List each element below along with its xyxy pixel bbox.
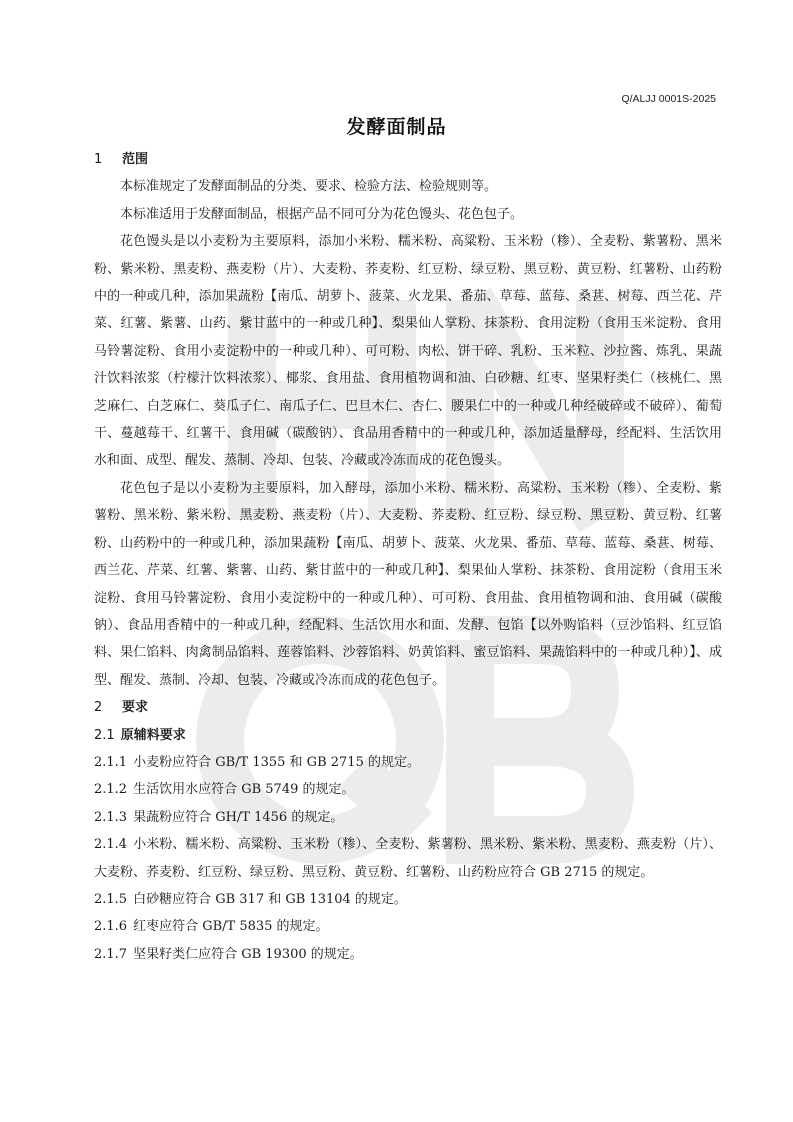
clause-number: 2.1.7: [94, 946, 128, 962]
clause-item: [94, 886, 722, 913]
clause-number: 2.1.3: [94, 809, 128, 825]
clause-item: [94, 749, 722, 776]
section-title: 要求: [122, 700, 149, 716]
clause-item: [94, 831, 722, 886]
clause-text: 果蔬粉应符合 GH/T 1456 的规定。: [133, 809, 344, 825]
scope-paragraph-1: 本标准规定了发酵面制品的分类、要求、检验方法、检验规则等。: [120, 179, 498, 195]
standard-code: Q/ALJJ 0001S-2025: [621, 93, 716, 105]
clause-text: 小麦粉应符合 GB/T 1355 和 GB 2715 的规定。: [133, 754, 420, 770]
section-requirements-heading: [94, 694, 722, 721]
subsection-number: 2.1: [94, 727, 115, 743]
document-title: 发酵面制品: [346, 116, 447, 138]
clause-item: [94, 776, 722, 803]
subsection-raw-materials-heading: [94, 722, 722, 749]
clause-text: 白砂糖应符合 GB 317 和 GB 13104 的规定。: [133, 891, 407, 907]
scope-paragraph-2: 本标准适用于发酵面制品，根据产品不同可分为花色馒头、花色包子。: [120, 206, 524, 222]
subsection-title: 原辅料要求: [120, 727, 186, 743]
scope-paragraph-baozi: 花色包子是以小麦粉为主要原料，加入酵母，添加小米粉、糯米粉、高粱粉、玉米粉（糁）、全麦粉、紫薯粉、黑米粉、紫米粉、黑麦粉、燕麦粉（片）、大麦粉、荞麦粉、红豆粉、绿豆粉、黑豆粉、黄豆粉、红薯粉、山药粉中的一种或几种，添加果蔬粉【南瓜、胡萝卜、菠菜、火龙果、番茄、草莓、蓝莓、桑葚、树莓、西兰花、芹菜、红薯、紫薯、山药、紫甘蓝中的一种或几种】、梨果仙人掌粉、抹茶粉、食用淀粉（食用玉米淀粉、食用马铃薯淀粉、食用小麦淀粉中的一种或几种）、可可粉、食用盐、食用植物调和油、食用碱（碳酸钠）、食品用香精中的一种或几种，经配料、生活饮用水和面、发酵、包馅【以外购馅料（豆沙馅料、红豆馅料、果仁馅料、肉禽制品馅料、莲蓉馅料、沙蓉馅料、奶黄馅料、蜜豆馅料、果蔬馅料中的一种或几种）】、成型、醒发、蒸制、冷却、包装、冷藏或冷冻而成的花色包子。: [94, 480, 722, 688]
clause-text: 坚果籽类仁应符合 GB 19300 的规定。: [133, 946, 363, 962]
clause-number: 2.1.2: [94, 782, 128, 798]
clause-text: 生活饮用水应符合 GB 5749 的规定。: [133, 782, 355, 798]
document-body: [94, 146, 722, 968]
clause-item: [94, 804, 722, 831]
section-number: 1: [94, 152, 103, 167]
clause-number: 2.1.4: [94, 837, 128, 853]
section-number: 2: [94, 700, 103, 716]
clause-number: 2.1.6: [94, 919, 128, 935]
clause-item: [94, 913, 722, 940]
clause-number: 2.1.1: [94, 754, 128, 770]
clause-number: 2.1.5: [94, 891, 128, 907]
section-scope-heading: [94, 146, 722, 173]
clause-text: 小米粉、糯米粉、高粱粉、玉米粉（糁）、全麦粉、紫薯粉、黑米粉、紫米粉、黑麦粉、燕麦粉（片）、大麦粉、荞麦粉、红豆粉、绿豆粉、黑豆粉、黄豆粉、红薯粉、山药粉应符合 GB 2715 的规定。: [94, 837, 722, 880]
scope-paragraph-mantou: 花色馒头是以小麦粉为主要原料，添加小米粉、糯米粉、高粱粉、玉米粉（糁）、全麦粉、紫薯粉、黑米粉、紫米粉、黑麦粉、燕麦粉（片）、大麦粉、荞麦粉、红豆粉、绿豆粉、黑豆粉、黄豆粉、红薯粉、山药粉中的一种或几种，添加果蔬粉【南瓜、胡萝卜、菠菜、火龙果、番茄、草莓、蓝莓、桑葚、树莓、西兰花、芹菜、红薯、紫薯、山药、紫甘蓝中的一种或几种】、梨果仙人掌粉、抹茶粉、食用淀粉（食用玉米淀粉、食用马铃薯淀粉、食用小麦淀粉中的一种或几种）、可可粉、肉松、饼干碎、乳粉、玉米粒、沙拉酱、炼乳、果蔬汁饮料浓浆（柠檬汁饮料浓浆）、椰浆、食用盐、食用植物调和油、白砂糖、红枣、坚果籽类仁（核桃仁、黑芝麻仁、白芝麻仁、葵瓜子仁、南瓜子仁、巴旦木仁、杏仁、腰果仁中的一种或几种经破碎或不破碎）、葡萄干、蔓越莓干、红薯干、食用碱（碳酸钠）、食品用香精中的一种或几种，添加适量酵母，经配料、生活饮用水和面、成型、醒发、蒸制、冷却、包装、冷藏或冷冻而成的花色馒头。: [94, 234, 722, 469]
section-title: 范围: [122, 152, 149, 167]
clause-item: [94, 941, 722, 968]
clause-text: 红枣应符合 GB/T 5835 的规定。: [133, 919, 329, 935]
